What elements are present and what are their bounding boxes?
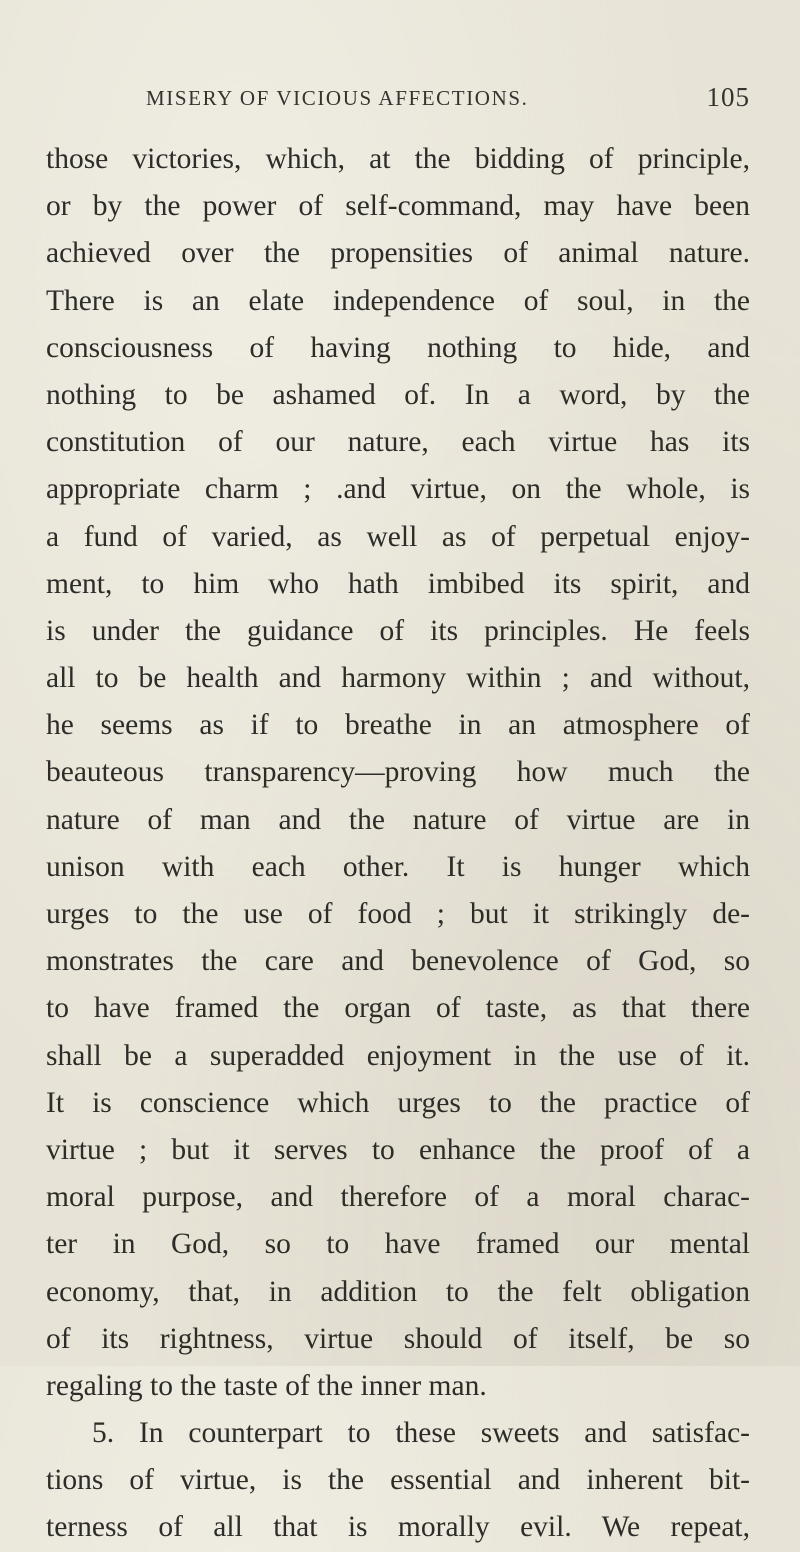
running-head — [146, 82, 750, 120]
text-line: a fund of varied, as well as of perpetual enjoy- — [46, 520, 750, 553]
text-line: of its rightness, virtue should of itself, be so — [46, 1322, 750, 1355]
text-line: nature of man and the nature of virtue are in — [46, 803, 750, 836]
running-title: MISERY OF VICIOUS AFFECTIONS. — [146, 86, 529, 110]
text-line: or by the power of self-command, may have been — [46, 190, 750, 223]
text-line: is under the guidance of its principles. He feels — [46, 614, 750, 647]
text-line: ment, to him who hath imbibed its spirit, and — [46, 567, 750, 600]
text-line: achieved over the propensities of animal nature. — [46, 237, 750, 270]
text-line: It is conscience which urges to the practice of — [46, 1086, 750, 1119]
text-line: all to be health and harmony within ; and without, — [46, 662, 750, 695]
text-line: beauteous transparency—proving how much the — [46, 756, 750, 789]
text-line: nothing to be ashamed of. In a word, by the — [46, 378, 750, 411]
text-line: tions of virtue, is the essential and inherent bit- — [46, 1464, 750, 1497]
text-line: moral purpose, and therefore of a moral charac- — [46, 1181, 750, 1214]
text-line: consciousness of having nothing to hide, and — [46, 331, 750, 364]
text-line: economy, that, in addition to the felt obligation — [46, 1275, 750, 1308]
text-line: There is an elate independence of soul, in the — [46, 284, 750, 317]
text-line: appropriate charm ; .and virtue, on the whole, is — [46, 473, 750, 506]
paragraph-start-line: 5. In counterpart to these sweets and satisfac- — [92, 1417, 750, 1450]
text-line: monstrates the care and benevolence of God, so — [46, 945, 750, 978]
body-text — [46, 136, 750, 1552]
text-line: those victories, which, at the bidding of principle, — [46, 143, 750, 175]
text-line: ter in God, so to have framed our mental — [46, 1228, 750, 1261]
paragraph-end-line: regaling to the taste of the inner man. — [46, 1369, 487, 1402]
text-line: urges to the use of food ; but it strikingly de- — [46, 898, 750, 930]
text-line: unison with each other. It is hunger which — [46, 850, 750, 883]
text-line: virtue ; but it serves to enhance the proof of a — [46, 1133, 750, 1166]
text-line: to have framed the organ of taste, as that there — [46, 992, 750, 1025]
text-line: he seems as if to breathe in an atmosphere of — [46, 709, 750, 742]
text-line: shall be a superadded enjoyment in the use of it. — [46, 1039, 750, 1072]
page-number: 105 — [706, 82, 750, 112]
text-line: constitution of our nature, each virtue has its — [46, 426, 750, 459]
text-line: terness of all that is morally evil. We repeat, — [46, 1511, 750, 1544]
